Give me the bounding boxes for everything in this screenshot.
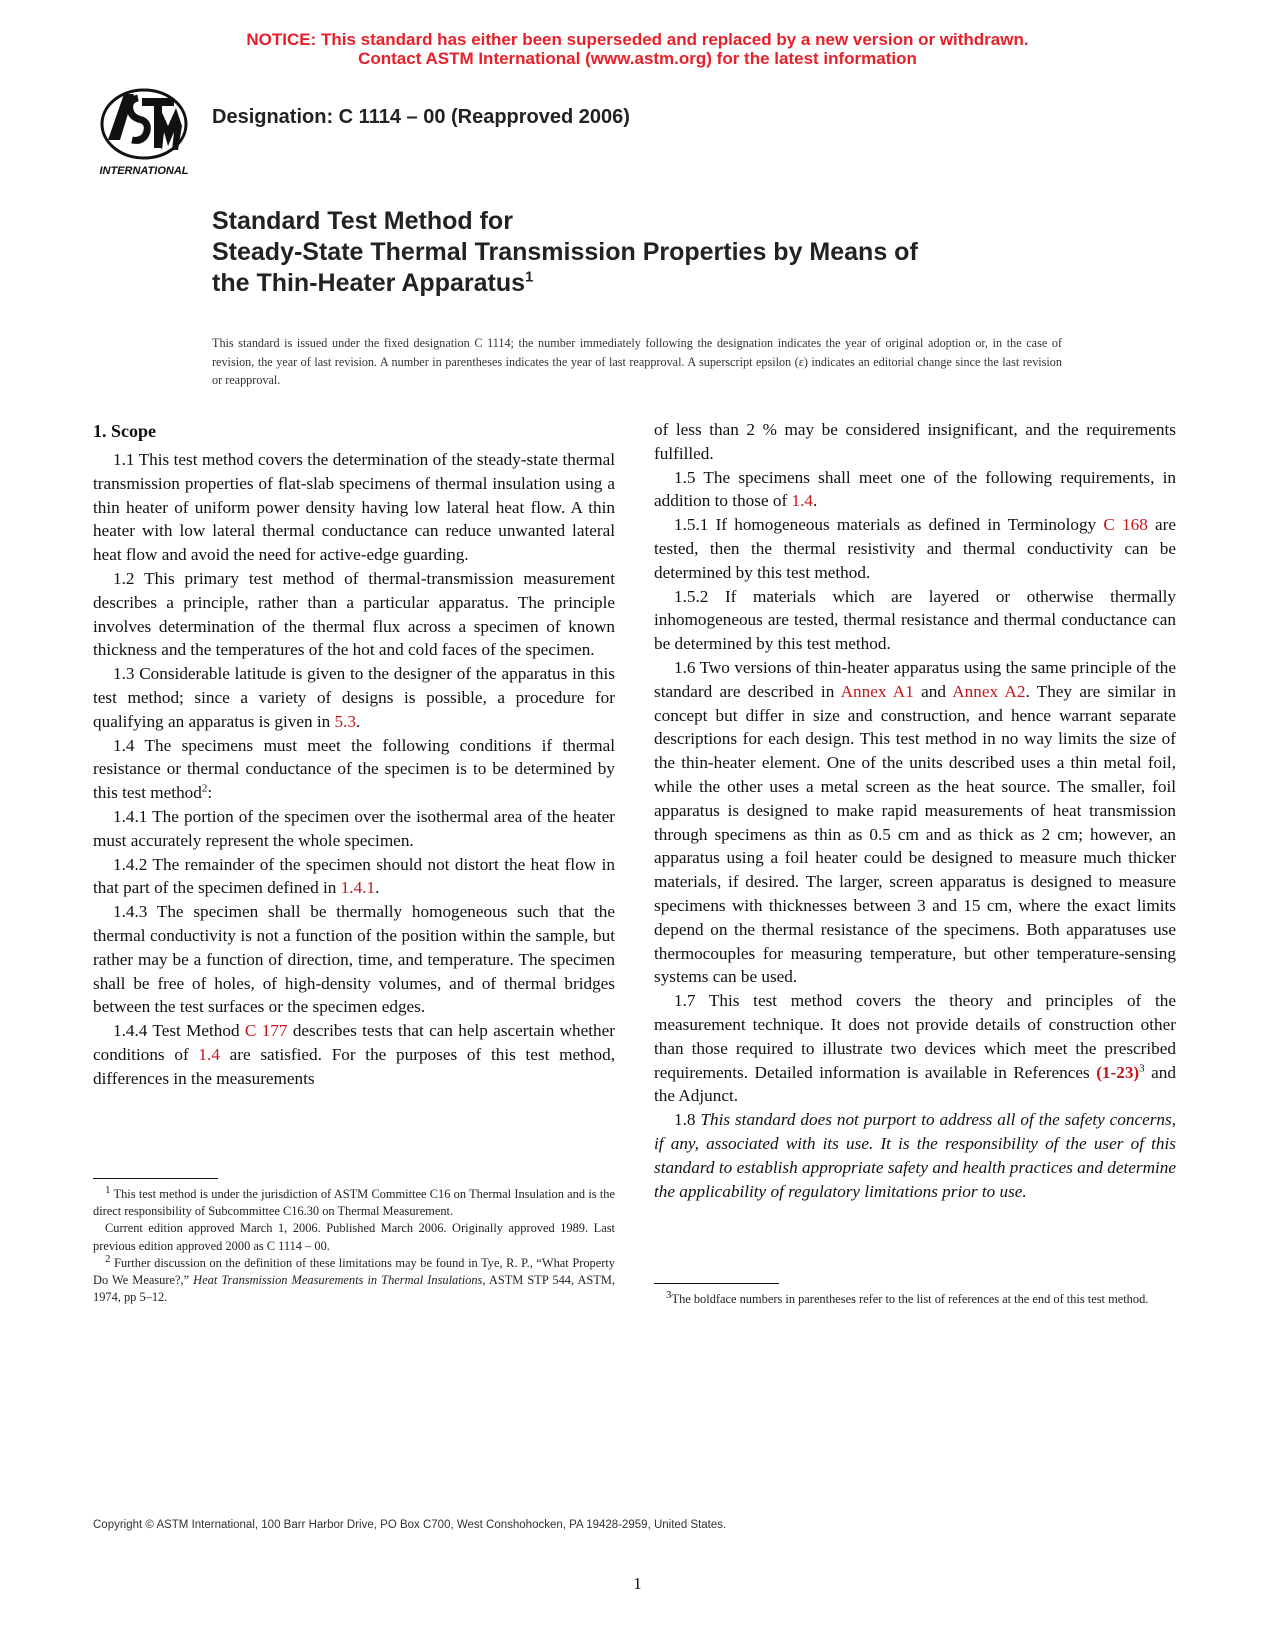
link-1-4-1[interactable]: 1.4.1 — [340, 878, 376, 898]
astm-logo-mark — [94, 86, 194, 178]
footnote-rule-left — [93, 1178, 218, 1179]
paragraph-1-4-4-continued: of less than 2 % may be considered insignificant, and the requirements fulfilled. — [654, 420, 1176, 463]
title-footnote-mark: 1 — [525, 268, 534, 286]
issued-note: This standard is issued under the fixed designation C 1114; the number immediately following the designation indicates the year of original adoption or, in the case of revision, the year of last revision. A number in parentheses indicates the year of last reapproval. A superscript epsilon (ε) indicates an editorial change since the last revision or reapproval. — [212, 336, 1062, 387]
footnote-ref-3: 3 — [1139, 1061, 1145, 1074]
p1-4-2-tail: . — [375, 878, 380, 898]
footnote-ref-2: 2 — [201, 782, 208, 795]
footnote-1-mark: 1 — [105, 1183, 111, 1196]
link-c177[interactable]: C 177 — [244, 1021, 288, 1041]
footnote-3-mark: 3 — [666, 1288, 672, 1301]
footnote-1 — [93, 1183, 615, 1220]
link-1-4-b[interactable]: 1.4 — [791, 491, 813, 511]
footnote-rule-right — [654, 1283, 779, 1284]
copyright: Copyright © ASTM International, 100 Barr Harbor Drive, PO Box C700, West Conshohocken, PA 19428-2959, United States. — [93, 1519, 727, 1531]
notice-line-2: Contact ASTM International (www.astm.org) for the latest information — [358, 49, 917, 68]
link-references[interactable]: (1-23) — [1096, 1062, 1140, 1082]
p1-6-c: . They are similar in concept but differ in size and construction, and hence warrant separate descriptions for each design. This test method in no way limits the size of the thin-heater element. One of the units described uses a thin metal foil, while the other uses a metal screen as the heat source. The smaller, foil apparatus is designed to make rapid measurements of heat transmission through specimens as thin as 0.5 cm and as thick as 2 cm; however, an apparatus using a foil heater could be designed to measure much thicker materials, if desired. The larger, screen apparatus is designed to measure specimens with thicknesses between 3 and 15 cm, where the exact limits depend on the thermal resistance of the specimens. Both apparatuses use thermocouples for measuring temperature, but other temperature-sensing systems can be used. — [654, 681, 1176, 987]
footnote-2-a: Further discussion on the definition of these limitations may be found in Tye, R. P., “What Property Do We Measure?,” — [93, 1255, 615, 1288]
paragraph-1-5-1 — [654, 513, 1176, 584]
footnote-1-text: This test method is under the jurisdiction of ASTM Committee C16 on Thermal Insulation and is the direct responsibility of Subcommittee C16.30 on Thermal Measurement. — [93, 1187, 615, 1219]
link-c168[interactable]: C 168 — [1103, 515, 1148, 535]
paragraph-1-5 — [654, 466, 1176, 514]
astm-logo — [94, 86, 194, 178]
p1-4-tail: : — [207, 783, 213, 803]
paragraph-1-3 — [93, 662, 615, 733]
footnote-2-italic: Heat Transmission Measurements in Thermal Insulations — [193, 1273, 483, 1288]
p1-5-text: 1.5 The specimens shall meet one of the following requirements, in addition to those of — [654, 467, 1176, 511]
designation: Designation: C 1114 – 00 (Reapproved 2006) — [212, 106, 630, 128]
title-line-3-text: the Thin-Heater Apparatus — [212, 269, 526, 297]
p1-8-a: 1.8 — [674, 1110, 701, 1130]
p1-4-4-c: are satisfied. For the purposes of this test method, differences in the measurements — [93, 1044, 615, 1088]
page-number: 1 — [633, 1574, 642, 1593]
p1-3-text: 1.3 Considerable latitude is given to the designer of the apparatus in this test method; since a variety of designs is possible, a procedure for qualifying an apparatus is given in — [93, 664, 615, 731]
paragraph-1-4-1: 1.4.1 The portion of the specimen over the isothermal area of the heater must accurately represent the whole specimen. — [93, 806, 615, 850]
footnotes-left — [93, 1183, 615, 1306]
p1-4-4-a: 1.4.4 Test Method — [113, 1021, 245, 1041]
footnote-3 — [654, 1288, 1176, 1308]
link-annex-a2[interactable]: Annex A2 — [952, 681, 1026, 701]
right-column — [654, 418, 1176, 1203]
safety-caveat: This standard does not purport to address all of the safety concerns, if any, associated with its use. It is the responsibility of the user of this standard to establish appropriate safety and health practices and determine the applicability of regulatory limitations prior to use. — [654, 1110, 1177, 1201]
paragraph-1-8 — [654, 1108, 1176, 1203]
withdrawal-notice — [0, 30, 1275, 68]
p1-5-1-b: are tested, then the thermal resistivity and thermal conductivity can be determined by this test method. — [654, 515, 1176, 582]
paragraph-1-7 — [654, 989, 1176, 1108]
footnote-2 — [93, 1252, 615, 1307]
p1-6-b: and — [913, 681, 953, 701]
left-column — [93, 418, 615, 1091]
section-heading: 1. Scope — [93, 421, 156, 441]
notice-line-1: NOTICE: This standard has either been superseded and replaced by a new version or withdrawn. — [246, 30, 1029, 49]
paragraph-1-4-3: 1.4.3 The specimen shall be thermally homogeneous such that the thermal conductivity is not a function of the position within the sample, but rather may be a function of direction, time, and temperature. The specimen shall be free of holes, of high-density volumes, and of thermal bridges between the test surfaces or the specimen edges. — [93, 902, 615, 1017]
p1-6-a: 1.6 Two versions of thin-heater apparatus using the same principle of the standard are described in — [654, 657, 1176, 701]
link-5-3[interactable]: 5.3 — [334, 711, 357, 731]
paragraph-1-4 — [93, 734, 615, 805]
paragraph-1-4-4 — [93, 1019, 615, 1090]
title-line-2: Steady-State Thermal Transmission Properties by Means of — [212, 238, 918, 266]
footnote-1b: Current edition approved March 1, 2006. Published March 2006. Originally approved 1989. Last previous edition approved 2000 as C 1114 – 00. — [93, 1221, 615, 1253]
p1-4-4-b: describes tests that can help ascertain whether conditions of — [93, 1021, 615, 1064]
title-line-1: Standard Test Method for — [212, 207, 513, 235]
p1-7-a: 1.7 This test method covers the theory and principles of the measurement technique. It does not provide details of construction other than those required to illustrate two devices which meet the prescribed requirements. Detailed information is available in References — [654, 991, 1176, 1082]
paragraph-1-1: 1.1 This test method covers the determination of the steady-state thermal transmission properties of flat-slab specimens of thermal insulation using a thin heater of uniform power density having low lateral heat flow. A thin heater with low lateral thermal conductance can reduce unwanted lateral heat flow and avoid the need for active-edge guarding. — [93, 450, 615, 565]
footnotes-right — [654, 1288, 1176, 1308]
logo-international-text: INTERNATIONAL — [99, 165, 189, 177]
p1-3-tail: . — [356, 711, 361, 731]
paragraph-1-4-2 — [93, 853, 615, 901]
p1-4-text: 1.4 The specimens must meet the following conditions if thermal resistance or thermal conductance of the specimen is to be determined by this test method — [93, 735, 615, 803]
p1-7-b: and the Adjunct. — [654, 1062, 1176, 1106]
link-annex-a1[interactable]: Annex A1 — [840, 681, 914, 701]
footnote-2-mark: 2 — [105, 1252, 111, 1265]
p1-4-2-text: 1.4.2 The remainder of the specimen should not distort the heat flow in that part of the specimen defined in — [93, 854, 615, 898]
title-line-3 — [212, 268, 1112, 299]
footnote-2-b: , ASTM STP 544, ASTM, 1974, pp 5–12. — [93, 1273, 615, 1305]
paragraph-1-2: 1.2 This primary test method of thermal-transmission measurement describes a principle, rather than a particular apparatus. The principle involves determination of the thermal flux across a specimen of known thickness and the temperatures of the hot and cold faces of the specimen. — [93, 568, 615, 660]
document-title — [212, 206, 1112, 299]
footnote-3-text: The boldface numbers in parentheses refer to the list of references at the end of this test method. — [671, 1292, 1149, 1306]
p1-5-tail: . — [812, 491, 818, 511]
paragraph-1-6 — [654, 656, 1176, 989]
paragraph-1-5-2: 1.5.2 If materials which are layered or otherwise thermally inhomogeneous are tested, thermal resistance and thermal conductance can be determined by this test method. — [654, 586, 1176, 654]
link-1-4[interactable]: 1.4 — [198, 1044, 220, 1064]
p1-5-1-a: 1.5.1 If homogeneous materials as defined in Terminology — [674, 515, 1104, 535]
